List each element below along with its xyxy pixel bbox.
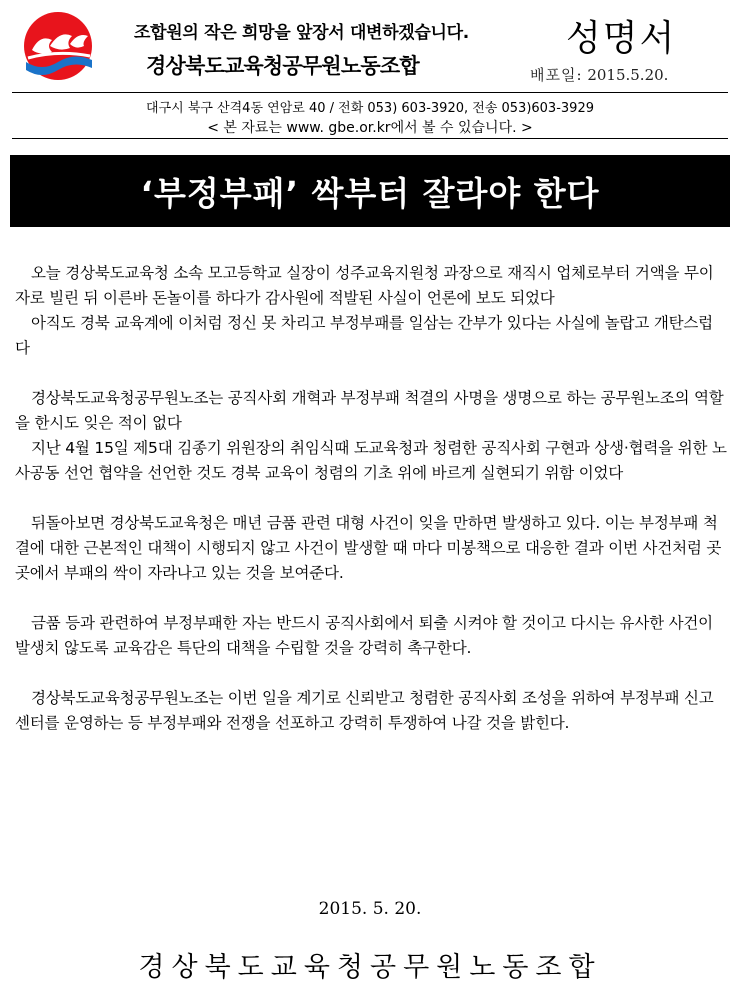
paragraph: 경상북도교육청공무원노조는 이번 일을 계기로 신뢰받고 청렴한 공직사회 조성을 위하여 부정부패 신고 센터를 운영하는 등 부정부패와 전쟁을 선포하고 강력히 투쟁하여 나갈 것을 밝힌다.	[15, 689, 714, 732]
statement-title: ‘부정부패’ 싹부터 잘라야 한다	[140, 173, 600, 213]
paragraph: 오늘 경상북도교육청 소속 모고등학교 실장이 성주교육지원청 과장으로 재직시 업체로부터 거액을 무이자로 빌린 뒤 이른바 돈놀이를 하다가 감사원에 적발된 사실이 언론에 보도 되었다	[15, 264, 714, 307]
contact-address: 대구시 북구 산격4동 연암로 40 / 전화 053) 603-3920, 전송 053)603-3929	[146, 101, 594, 116]
statement-body	[15, 261, 727, 736]
paragraph: 지난 4월 15일 제5대 김종기 위원장의 취임식때 도교육청과 청렴한 공직사회 구현과 상생·협력을 위한 노사공동 선언 협약을 선언한 것도 경북 교육이 청렴의 기초 위에 바르게 실현되기 위함 이었다	[15, 439, 727, 482]
statement-date: 2015. 5. 20.	[318, 899, 422, 919]
paragraph: 경상북도교육청공무원노조는 공직사회 개혁과 부정부패 척결의 사명을 생명으로 하는 공무원노조의 역할을 한시도 잊은 적이 없다	[15, 389, 724, 432]
slogan: 조합원의 작은 희망을 앞장서 대변하겠습니다.	[134, 23, 469, 43]
document-type: 성명서	[566, 18, 677, 59]
issue-date	[530, 64, 668, 85]
signature-union-name: 경상북도교육청공무원노동조합	[138, 952, 602, 983]
union-name-title: 경상북도교육청공무원노동조합	[146, 54, 419, 78]
header-divider	[12, 92, 728, 93]
website-notice: < 본 자료는 www. gbe.or.kr에서 볼 수 있습니다. >	[207, 120, 533, 136]
title-banner	[10, 155, 730, 227]
union-logo	[12, 10, 104, 82]
paragraph: 아직도 경북 교육계에 이처럼 정신 못 차리고 부정부패를 일삼는 간부가 있다는 사실에 놀랍고 개탄스럽다	[15, 314, 713, 357]
letterhead	[0, 0, 740, 92]
issue-date-label: 배포일:	[530, 66, 583, 84]
paragraph: 뒤돌아보면 경상북도교육청은 매년 금품 관련 대형 사건이 잊을 만하면 발생하고 있다. 이는 부정부패 척결에 대한 근본적인 대책이 시행되지 않고 사건이 발생할 때 마다 미봉책으로 대응한 결과 이번 사건처럼 곳곳에서 부패의 싹이 자라나고 있는 것을 보여준다.	[15, 514, 722, 582]
notice-divider	[12, 138, 728, 139]
issue-date-value: 2015.5.20.	[587, 66, 669, 84]
paragraph: 금품 등과 관련하여 부정부패한 자는 반드시 공직사회에서 퇴출 시켜야 할 것이고 다시는 유사한 사건이 발생치 않도록 교육감은 특단의 대책을 수립할 것을 강력히 촉구한다.	[15, 614, 713, 657]
